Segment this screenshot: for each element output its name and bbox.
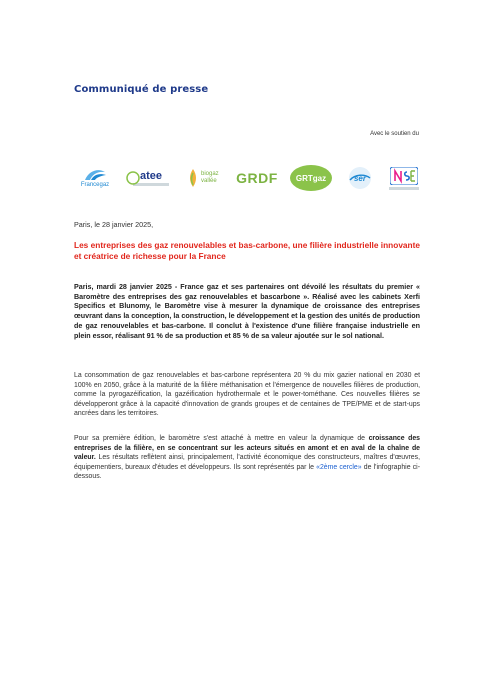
biogaz-vallee-logo: biogaz vallée xyxy=(186,167,226,189)
lead-paragraph: Paris, mardi 28 janvier 2025 - France gaz et ses partenaires ont dévoilé les résultats du premier « Baromètre des entreprises des gaz renouvelables et bascarbone ». Réalisé avec les cabinets Xerfi Specifics et Blunomy, le Baromètre vise à mesurer la dynamique de croissance des entreprises œuvrant dans la conception, la construction, le développement et la gestion des unités de production de gaz renouvelables et bas-carbone. Il conclut à l'existence d'une filière française industrielle en plein essor, réalisant 91 % de sa production et 85 % de sa valeur ajoutée sur le sol national. xyxy=(74,283,420,340)
atee-circle-icon xyxy=(126,171,140,185)
document-title: Communiqué de presse xyxy=(74,84,209,95)
dateline: Paris, le 28 janvier 2025, xyxy=(74,220,154,229)
francegaz-logo: Francegaz xyxy=(74,168,116,188)
francegaz-flame-icon xyxy=(81,168,109,182)
ser-logo: ser xyxy=(344,166,376,190)
grtgaz-logo: GRTgaz xyxy=(288,164,334,192)
headline: Les entreprises des gaz renouvelables et bas-carbone, une filière industrielle innovante et créatrice de richesse pour la France xyxy=(74,240,420,261)
paragraph-consumption: La consommation de gaz renouvelables et bas-carbone représentera 20 % du mix gazier national en 2030 et 100% en 2050, grâce à la maturité de la filière méthanisation et l'émergence de nouvelles filières de production, comme la pyrogazéification, la gazéification hydrothermale et le power-tométhane. Ces nouvelles filières se développeront grâce à la capacité d'innovation de grands groupes et de centaines de TPE/PME et de start-ups ancrées dans les territoires. xyxy=(74,372,420,417)
paragraph-first-edition: Pour sa première édition, le baromètre s'est attaché à mettre en valeur la dynamique de croissance des entreprises de la filière, en se concentrant sur les acteurs situés en amont et en aval de la chaîne de valeur. Les résultats reflètent ainsi, principalement, l'activité économique des constructeurs, maîtres d'œuvres, équipementiers, bureaux d'études et développeurs. Ils sont représentés par le «2ème cercle» de l'infographie ci-dessous. xyxy=(74,435,421,480)
support-text: Avec le soutien du xyxy=(370,131,419,137)
nse-subtitle xyxy=(389,187,419,190)
nse-letters-icon xyxy=(390,167,418,185)
partner-logos xyxy=(74,160,422,196)
nouveaux-systemes-energetiques-logo xyxy=(386,167,422,190)
biogaz-drop-icon xyxy=(187,167,199,189)
atee-logo: atee xyxy=(126,170,176,186)
second-circle-link[interactable]: «2ème cercle» xyxy=(316,463,362,471)
grdf-logo: GRDF xyxy=(236,170,278,186)
